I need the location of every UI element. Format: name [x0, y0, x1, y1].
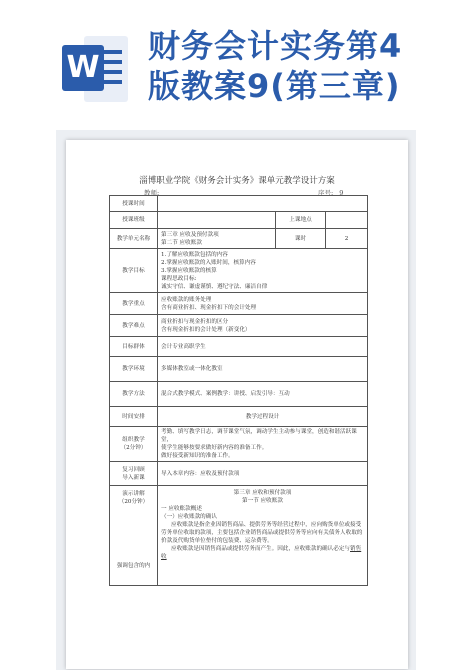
lecture-label: [110, 486, 158, 586]
document-page: [66, 140, 408, 669]
method-value: 混合式教学模式、案例教学：讲授、启发引导：互动: [158, 382, 368, 407]
table-row: [110, 382, 368, 407]
time-label: 授课时间: [110, 196, 158, 212]
key-points-label: 教学重点: [110, 293, 158, 315]
sequence-label: 序号:: [318, 189, 334, 197]
table-row: [110, 315, 368, 337]
sequence-value: 9: [339, 189, 344, 197]
environment-value: 多媒体教室或一体化教室: [158, 357, 368, 382]
banner-title: [148, 26, 458, 106]
review-label-line2: 导入新课: [122, 474, 145, 481]
method-label: 教学方法: [110, 382, 158, 407]
time-value: [158, 196, 368, 212]
target-group-label: 目标群体: [110, 337, 158, 357]
goal-line: 1.了解应收账款包括的内容: [161, 251, 228, 258]
organize-line: 使学生能够按要求做好新内容的准备工作。: [161, 445, 268, 451]
difficult-points-value: [158, 315, 368, 337]
goal-line: 2.掌握应收账款的入账时间，核算内容: [161, 259, 256, 266]
organize-label-line1: 组织教学: [122, 437, 145, 443]
class-value: [158, 212, 276, 229]
unit-line2: 第二节 应收账款: [161, 239, 202, 246]
review-label: [110, 462, 158, 486]
place-value: [326, 212, 368, 229]
table-row: [110, 212, 368, 229]
key-point-line: 含有商业折扣、现金折扣下的会计处理: [161, 304, 257, 311]
organize-label-line2: （2分钟）: [120, 445, 147, 451]
organize-line: 做好接受新知识的准备工作。: [161, 453, 234, 459]
goal-line: 3.掌握应收账款的核算: [161, 267, 217, 274]
subheading-1: 一 应收账款概述: [161, 506, 202, 512]
unit-line1: 第三章 应收及预付款项: [161, 231, 219, 238]
table-row: [110, 462, 368, 486]
doc-title: 淄博职业学院《财务会计实务》课单元教学设计方案: [139, 176, 335, 186]
goals-value: [158, 249, 368, 293]
place-label: 上课地点: [276, 212, 326, 229]
word-document-icon: [62, 36, 128, 102]
review-label-line1: 复习回顾: [122, 466, 145, 473]
table-row: [110, 357, 368, 382]
review-value: 导入本章内容：应收及预付款项: [158, 462, 368, 486]
key-point-line: 应收账款的账务处理: [161, 296, 212, 303]
difficult-point-line: 含有现金折扣的会计处理（新变化）: [161, 326, 251, 333]
schedule-value: 教学过程设计: [158, 407, 368, 427]
paragraph-2-text: 应收账款是因销售商品或提供劳务而产生。因此，应收账款的确认必定与: [171, 546, 351, 552]
lesson-plan-table: [109, 195, 368, 586]
table-row: [110, 249, 368, 293]
table-row: [110, 229, 368, 249]
paragraph-2: [161, 545, 364, 561]
difficult-point-line: 商业折扣与现金折扣的区分: [161, 318, 229, 325]
subheading-2: （一）应收账款的确认: [161, 514, 217, 520]
unit-value: [158, 229, 276, 249]
banner-title-line2: 版教案9(第三章): [148, 67, 401, 105]
banner: [0, 0, 474, 118]
banner-title-line1: 财务会计实务第4: [148, 27, 403, 65]
lecture-value: [158, 486, 368, 586]
paragraph-1: 应收账款是指企业因销售商品、提供劳务等经营过程中，应向购货单位或接受劳务单位收取的款项，主要包括企业销售商品或提供劳务等应向有关债务人收取的价款及代购货单位垫付的包装费、运杂费等。: [161, 522, 363, 544]
class-label: 授课班级: [110, 212, 158, 229]
teacher-label: 教师:: [144, 189, 160, 197]
goal-line: 课程思政目标:: [161, 275, 197, 282]
goal-line: 诚实守信、谦虚谨慎、遵纪守法、廉洁自律: [161, 283, 268, 290]
chapter-heading: 第三章 应收和预付款项: [233, 490, 292, 496]
environment-label: 教学环境: [110, 357, 158, 382]
lecture-label-line1: 演示讲解: [122, 491, 145, 497]
target-group-value: 会计专业高职学生: [158, 337, 368, 357]
organize-line: 考勤、填写教学日志，调节课堂气氛，调动学生主动参与课堂，创造和谐活跃课堂，: [161, 429, 357, 443]
paragraph-2-underlined: 销售收: [161, 546, 362, 560]
table-row: [110, 407, 368, 427]
difficult-points-label: 教学难点: [110, 315, 158, 337]
unit-label: 教学单元名称: [110, 229, 158, 249]
organize-label: [110, 427, 158, 462]
table-row: [110, 486, 368, 586]
hours-value: 2: [326, 229, 368, 249]
lecture-label-line3: 强调包含的内: [116, 563, 151, 569]
lecture-label-line2: （20分钟）: [118, 499, 149, 505]
goals-label: 教学目标: [110, 249, 158, 293]
table-row: [110, 337, 368, 357]
schedule-label: 时间安排: [110, 407, 158, 427]
table-row: [110, 427, 368, 462]
table-row: [110, 196, 368, 212]
hours-label: 课时: [276, 229, 326, 249]
word-badge: W: [62, 45, 104, 91]
section-heading: 第一节 应收账款: [242, 498, 283, 504]
key-points-value: [158, 293, 368, 315]
table-row: [110, 293, 368, 315]
organize-value: [158, 427, 368, 462]
